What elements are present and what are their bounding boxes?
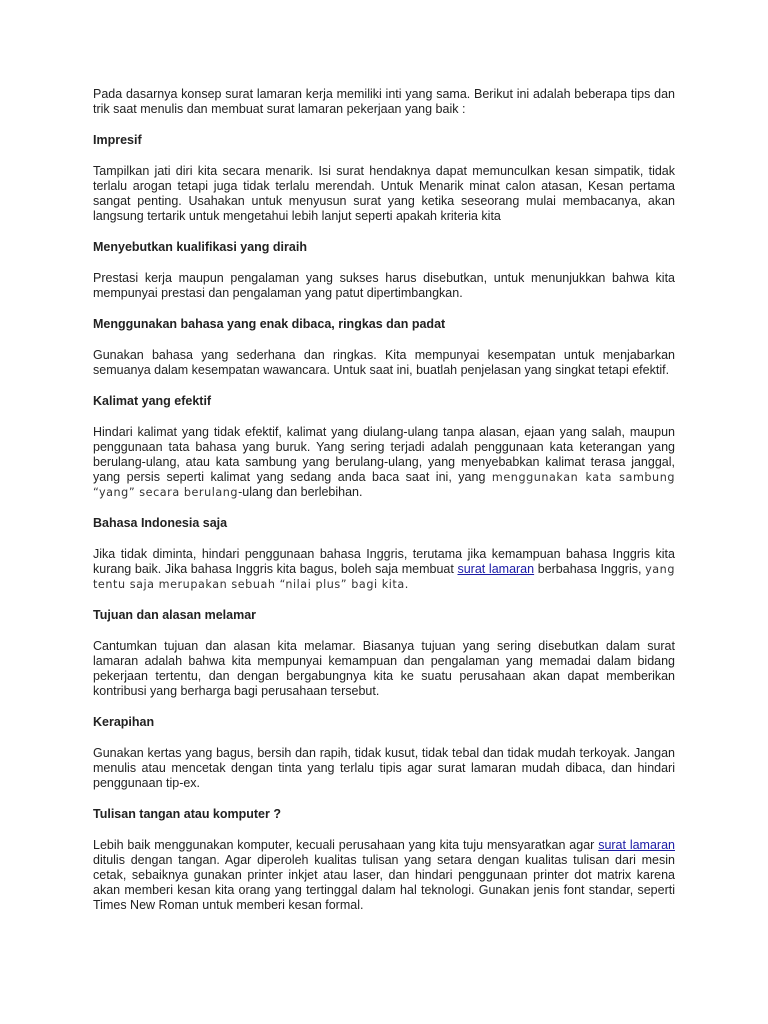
- body-text: ditulis dengan tangan. Agar diperoleh kualitas tulisan yang setara dengan kualitas tulisan dari mesin cetak, sebaiknya gunakan printer inkjet atau laser, dan hindari penggunaan printer dot matrix karena akan memberi kesan kita orang yang tertinggal dalam hal teknologi. Gunakan jenis font standar, seperti Times New Roman untuk memberi kesan formal.: [93, 853, 675, 912]
- surat-lamaran-link[interactable]: surat lamaran: [598, 838, 675, 852]
- body-text: Jika tidak diminta, hindari penggunaan bahasa Inggris, terutama jika kemampuan bahasa Inggris kita kurang baik. Jika bahasa Inggris kita bagus, boleh saja membuat: [93, 547, 675, 576]
- section-body-kualifikasi: Prestasi kerja maupun pengalaman yang sukses harus disebutkan, untuk menunjukkan bahwa kita mempunyai prestasi dan pengalaman yang patut dipertimbangkan.: [93, 271, 675, 300]
- body-text: Hindari kalimat yang tidak efektif, kalimat yang diulang-ulang tanpa alasan, ejaan yang salah, maupun penggunaan tata bahasa yang buruk. Yang sering terjadi adalah penggunaan kata keterangan yang berulang-ulang, atau kata sambung yang berulang-ulang, yang menyebabkan kalimat terasa janggal, yang persis seperti kalimat yang sedang anda baca saat ini, yang: [93, 425, 675, 484]
- document-page: [93, 87, 675, 929]
- section-body-kalimat-efektif: [93, 425, 675, 500]
- section-heading-kerapihan: Kerapihan: [93, 715, 155, 729]
- section-heading-impresif: Impresif: [93, 133, 142, 147]
- section-body-tulisan-tangan: [93, 838, 675, 913]
- surat-lamaran-link[interactable]: surat lamaran: [457, 562, 535, 576]
- body-text: berbahasa Inggris,: [534, 562, 646, 576]
- body-text-spaced: menggunakan kata sambung “yang” secara berulang: [93, 471, 675, 499]
- body-text-spaced: yang tentu saja merupakan sebuah “nilai plus” bagi kita.: [93, 563, 675, 591]
- section-body-bahasa-indonesia: [93, 547, 675, 592]
- section-heading-tulisan-tangan: Tulisan tangan atau komputer ?: [93, 807, 281, 821]
- section-heading-kualifikasi: Menyebutkan kualifikasi yang diraih: [93, 240, 307, 254]
- body-text: Lebih baik menggunakan komputer, kecuali perusahaan yang kita tuju mensyaratkan agar: [93, 838, 599, 852]
- section-heading-bahasa-enak: Menggunakan bahasa yang enak dibaca, ringkas dan padat: [93, 317, 446, 331]
- body-text: -ulang dan berlebihan.: [238, 485, 363, 499]
- section-body-bahasa-enak: Gunakan bahasa yang sederhana dan ringkas. Kita mempunyai kesempatan untuk menjabarkan semuanya dalam kesempatan wawancara. Untuk saat ini, buatlah penjelasan yang singkat tetapi efektif.: [93, 348, 675, 377]
- section-body-impresif: Tampilkan jati diri kita secara menarik. Isi surat hendaknya dapat memunculkan kesan simpatik, tidak terlalu arogan tetapi juga tidak terlalu merendah. Untuk Menarik minat calon atasan, Kesan pertama sangat penting. Usahakan untuk menyusun surat yang ketika seseorang mulai membacanya, akan langsung tertarik untuk mengetahui lebih lanjut seperti apakah kriteria kita: [93, 164, 675, 223]
- section-body-kerapihan: Gunakan kertas yang bagus, bersih dan rapih, tidak kusut, tidak tebal dan tidak mudah terkoyak. Jangan menulis atau mencetak dengan tinta yang terlalu tipis agar surat lamaran mudah dibaca, dan hindari penggunaan tip-ex.: [93, 746, 675, 790]
- section-body-tujuan: Cantumkan tujuan dan alasan kita melamar. Biasanya tujuan yang sering disebutkan dalam surat lamaran adalah bahwa kita mempunyai kemampuan dan pengalaman yang memadai dalam bidang pekerjaan tertentu, dan dengan bergabungnya kita ke suatu perusahaan akan dapat memberikan kontribusi yang berharga bagi perusahaan tersebut.: [93, 639, 675, 698]
- section-heading-kalimat-efektif: Kalimat yang efektif: [93, 394, 212, 408]
- section-heading-bahasa-indonesia: Bahasa Indonesia saja: [93, 516, 228, 530]
- intro-paragraph: Pada dasarnya konsep surat lamaran kerja memiliki inti yang sama. Berikut ini adalah beberapa tips dan trik saat menulis dan membuat surat lamaran pekerjaan yang baik :: [93, 87, 675, 116]
- section-heading-tujuan: Tujuan dan alasan melamar: [93, 608, 257, 622]
